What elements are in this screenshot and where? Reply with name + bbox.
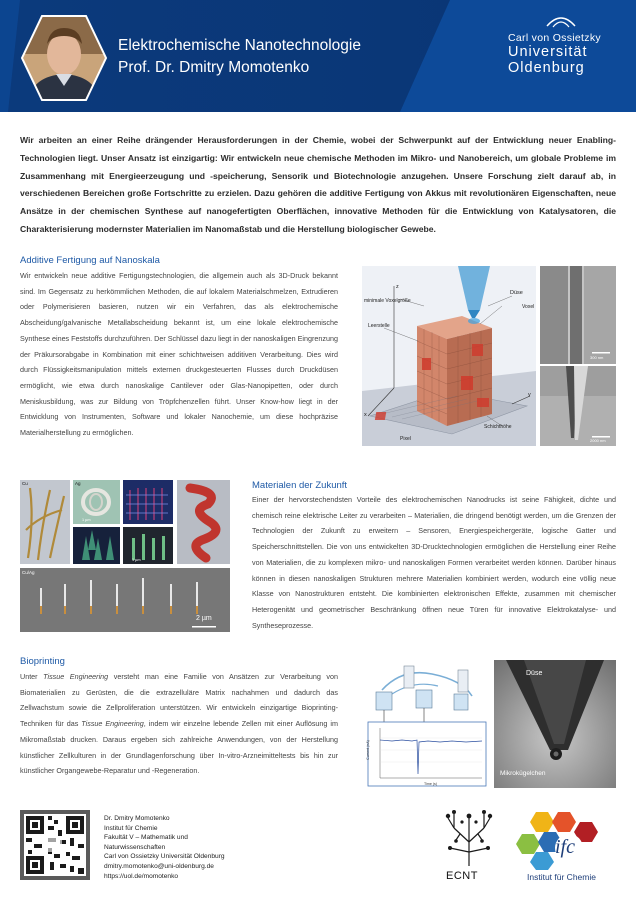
ifc-logo-short: ifc (555, 836, 575, 858)
poster-header (0, 0, 636, 112)
label-cuag: Cu/Ag (22, 570, 35, 575)
label-duese: Düse (510, 290, 523, 296)
section-text-additive: Wir entwickeln neue additive Fertigungstechnologien, die allgemein auch als 3D-Druck bekannt sind. Im Gegensatz zu herkömmlichen Methoden, die auf lokalem Materialschmelzen, Extrudieren oder Polymerisieren basieren, nutzen wir ein Verfahren, das als elektrochemische Abscheidung/galvanische Metallabscheidung bekannt ist, um eine lokale elektrochemische Synthese eines Feststoffs durchzuführen. Der Schlüssel dazu liegt in der nanoskaligen Eingrenzung der Präkursorabgabe in Kombination mit einer schichtweisen additiven Verarbeitung. Dies wird durch Flüssigkeitsmanipulation mittels externen druckgesteuerten Flusses durch Druckdüsen ermöglicht, wie etwa durch nanoskalige Cantilever oder Glas-Nanopipetten, oder durch Meniskusbildung, was zur Bildung von Tröpfchenzellen führt. Unser Know-how liegt in der Entwicklung von Instrumenten, Software und lokaler Nanochemie, um diese hochpräzise Materialherstellung zu ermöglichen. (20, 271, 338, 438)
label-schichthoehe: Schichthöhe (484, 424, 512, 430)
poster-author: Prof. Dr. Dmitry Momotenko (118, 59, 310, 76)
figure-sem-bottom (540, 366, 616, 446)
sem-scale-2: 2000 nm (590, 438, 606, 443)
intro-paragraph: Wir arbeiten an einer Reihe drängender Herausforderungen in der Chemie, wobei der Schwerpunkt auf der Entwicklung neuer Enabling-Technologien liegt. Unser Ansatz ist einzigartig: Wir entwickeln neue chemische Methoden im Mikro- und Nanobereich, um globale Probleme im Zusammenhang mit Energieerzeugung und -speicherung, Sensorik und Biotechnologie anzugehen. Unsere Forschung zielt darauf ab, in verschiedenen Bereichen große Fortschritte zu erzielen. Dazu gehören die additive Fertigung von Akkus mit revolutionären Eigenschaften, neue Ansätze in der chemischen Synthese auf nanogefertigten Oberflächen, innovative Methoden für die Entwicklung von Katalysatoren, die Charakterisierung modernster Materialien im Nanomaßstab und die Herstellung biologischer Gewebe. (20, 135, 616, 234)
bio-text-em1: Tissue Engineering (43, 672, 109, 681)
sem-scale-1: 300 nm (590, 355, 604, 360)
label-voxelgroesse: minimale Voxelgröße (364, 298, 411, 304)
section-text-bioprinting (20, 669, 338, 779)
contact-email[interactable]: dmitry.momotenko@uni-oldenburg.de (104, 862, 214, 870)
contact-block (104, 814, 225, 881)
poster-title: Elektrochemische Nanotechnologie (118, 37, 361, 54)
university-logo-mark (545, 12, 577, 32)
label-ag: Ag (75, 481, 81, 486)
title-block (118, 36, 361, 80)
section-title-bioprinting: Bioprinting (20, 656, 65, 667)
university-line1: Carl von Ossietzky (508, 32, 601, 44)
label-scale-small-1: 1 µm (82, 518, 91, 522)
qr-code (20, 810, 90, 880)
ecnt-logo-icon (440, 808, 498, 870)
contact-line-4: Naturwissenschaften (104, 843, 166, 851)
contact-line-3: Fakultät V – Mathematik und (104, 834, 188, 842)
label-mikrokuegelchen: Mikrokügelchen (500, 770, 546, 777)
contact-line-2: Institut für Chemie (104, 824, 158, 832)
contact-line-5: Carl von Ossietzky Universität Oldenburg (104, 853, 225, 861)
label-cu: Cu (22, 481, 28, 486)
ecnt-logo-text: ECNT (446, 870, 478, 882)
university-line3: Oldenburg (508, 60, 585, 76)
figure-bioprinting-setup (362, 660, 488, 792)
label-axis-y: y (528, 392, 531, 398)
label-voxel: Voxel (522, 304, 535, 310)
portrait-photo (20, 14, 108, 102)
label-axis-x: x (364, 412, 367, 418)
label-axis-z: z (396, 284, 399, 290)
graph-xlabel: Time (s) (424, 782, 438, 786)
bio-text-pre: Unter (20, 672, 44, 681)
section-title-additive: Additive Fertigung auf Nanoskala (20, 255, 160, 266)
figure-voxel-schematic (362, 266, 536, 446)
figure-materials-collage (20, 480, 230, 632)
graph-ylabel: Current (nA) (365, 740, 370, 760)
label-scale-2um: 2 µm (196, 615, 212, 622)
label-pixel: Pixel (400, 436, 411, 442)
bio-text-post: , indem wir einzelne lebende Zellen mit einer Auflösung im Mikromaßstab drucken. Daraus ergeben sich zahlreiche Anwendungen, von der Herstellung künstlicher Zellkulturen in der Grundlagenforschung über In-vitro-Arzneimitteltests bis hin zur künstlicher Organgewebe-Reparatur und -Regeneration. (20, 719, 338, 776)
label-duese-bio: Düse (526, 670, 543, 677)
bio-text-mid: versteht man eine Familie von Ansätzen zur Verarbeitung von Biomaterialien zu Gerüsten, die die extrazelluläre Matrix nachahmen und dadurch das Zellwachstum sowie die Zellproliferation unterstützen. Wir entwickeln einzigartige Bioprinting-Techniken für das (20, 672, 338, 729)
label-leerstelle: Leerstelle (368, 323, 390, 329)
university-line2: Universität (508, 44, 588, 60)
ifc-logo-label: Institut für Chemie (527, 872, 596, 882)
bio-text-em2: Tissue Engineering (81, 719, 144, 729)
figure-sem-top (540, 266, 616, 364)
section-title-materials: Materialen der Zukunft (252, 480, 348, 491)
contact-website[interactable]: https://uol.de/momotenko (104, 872, 179, 880)
label-scale-small-2: 1 µm (132, 558, 141, 562)
section-text-materials: Einer der hervorstechendsten Vorteile des elektrochemischen Nanodrucks ist seine Fähigkeit, dichte und chemisch reine elektrische Leiter zu verarbeiten – Materialien, die dringend benötigt werden, um die Grenzen der Technologien der Zukunft zu erweitern – Sensoren, Energiespeichergeräte, logische Gatter und Speicherschnittstellen. Die von uns entwickelten 3D-Drucktechnologien ermöglichen die Herstellung einer Reihe von Materialien, die zu komplexen mikro- und nanoskaligen Formen verarbeitet werden können. Darüber hinaus können in diesen nanoskaligen Strukturen mehrere Materialien kombiniert werden, wodurch eine völlig neue Klasse von Nanostrukturen entsteht. Die kombinierten elektronischen Effekte, zusammen mit chemischer Heterogenität und geometrischer Beschränkung öffnen neue Türen für innovative Elektrokatalyse- und Syntheseprozesse. (252, 495, 616, 630)
contact-line-1: Dr. Dmitry Momotenko (104, 815, 170, 822)
figure-nozzle-microscope (494, 660, 616, 788)
